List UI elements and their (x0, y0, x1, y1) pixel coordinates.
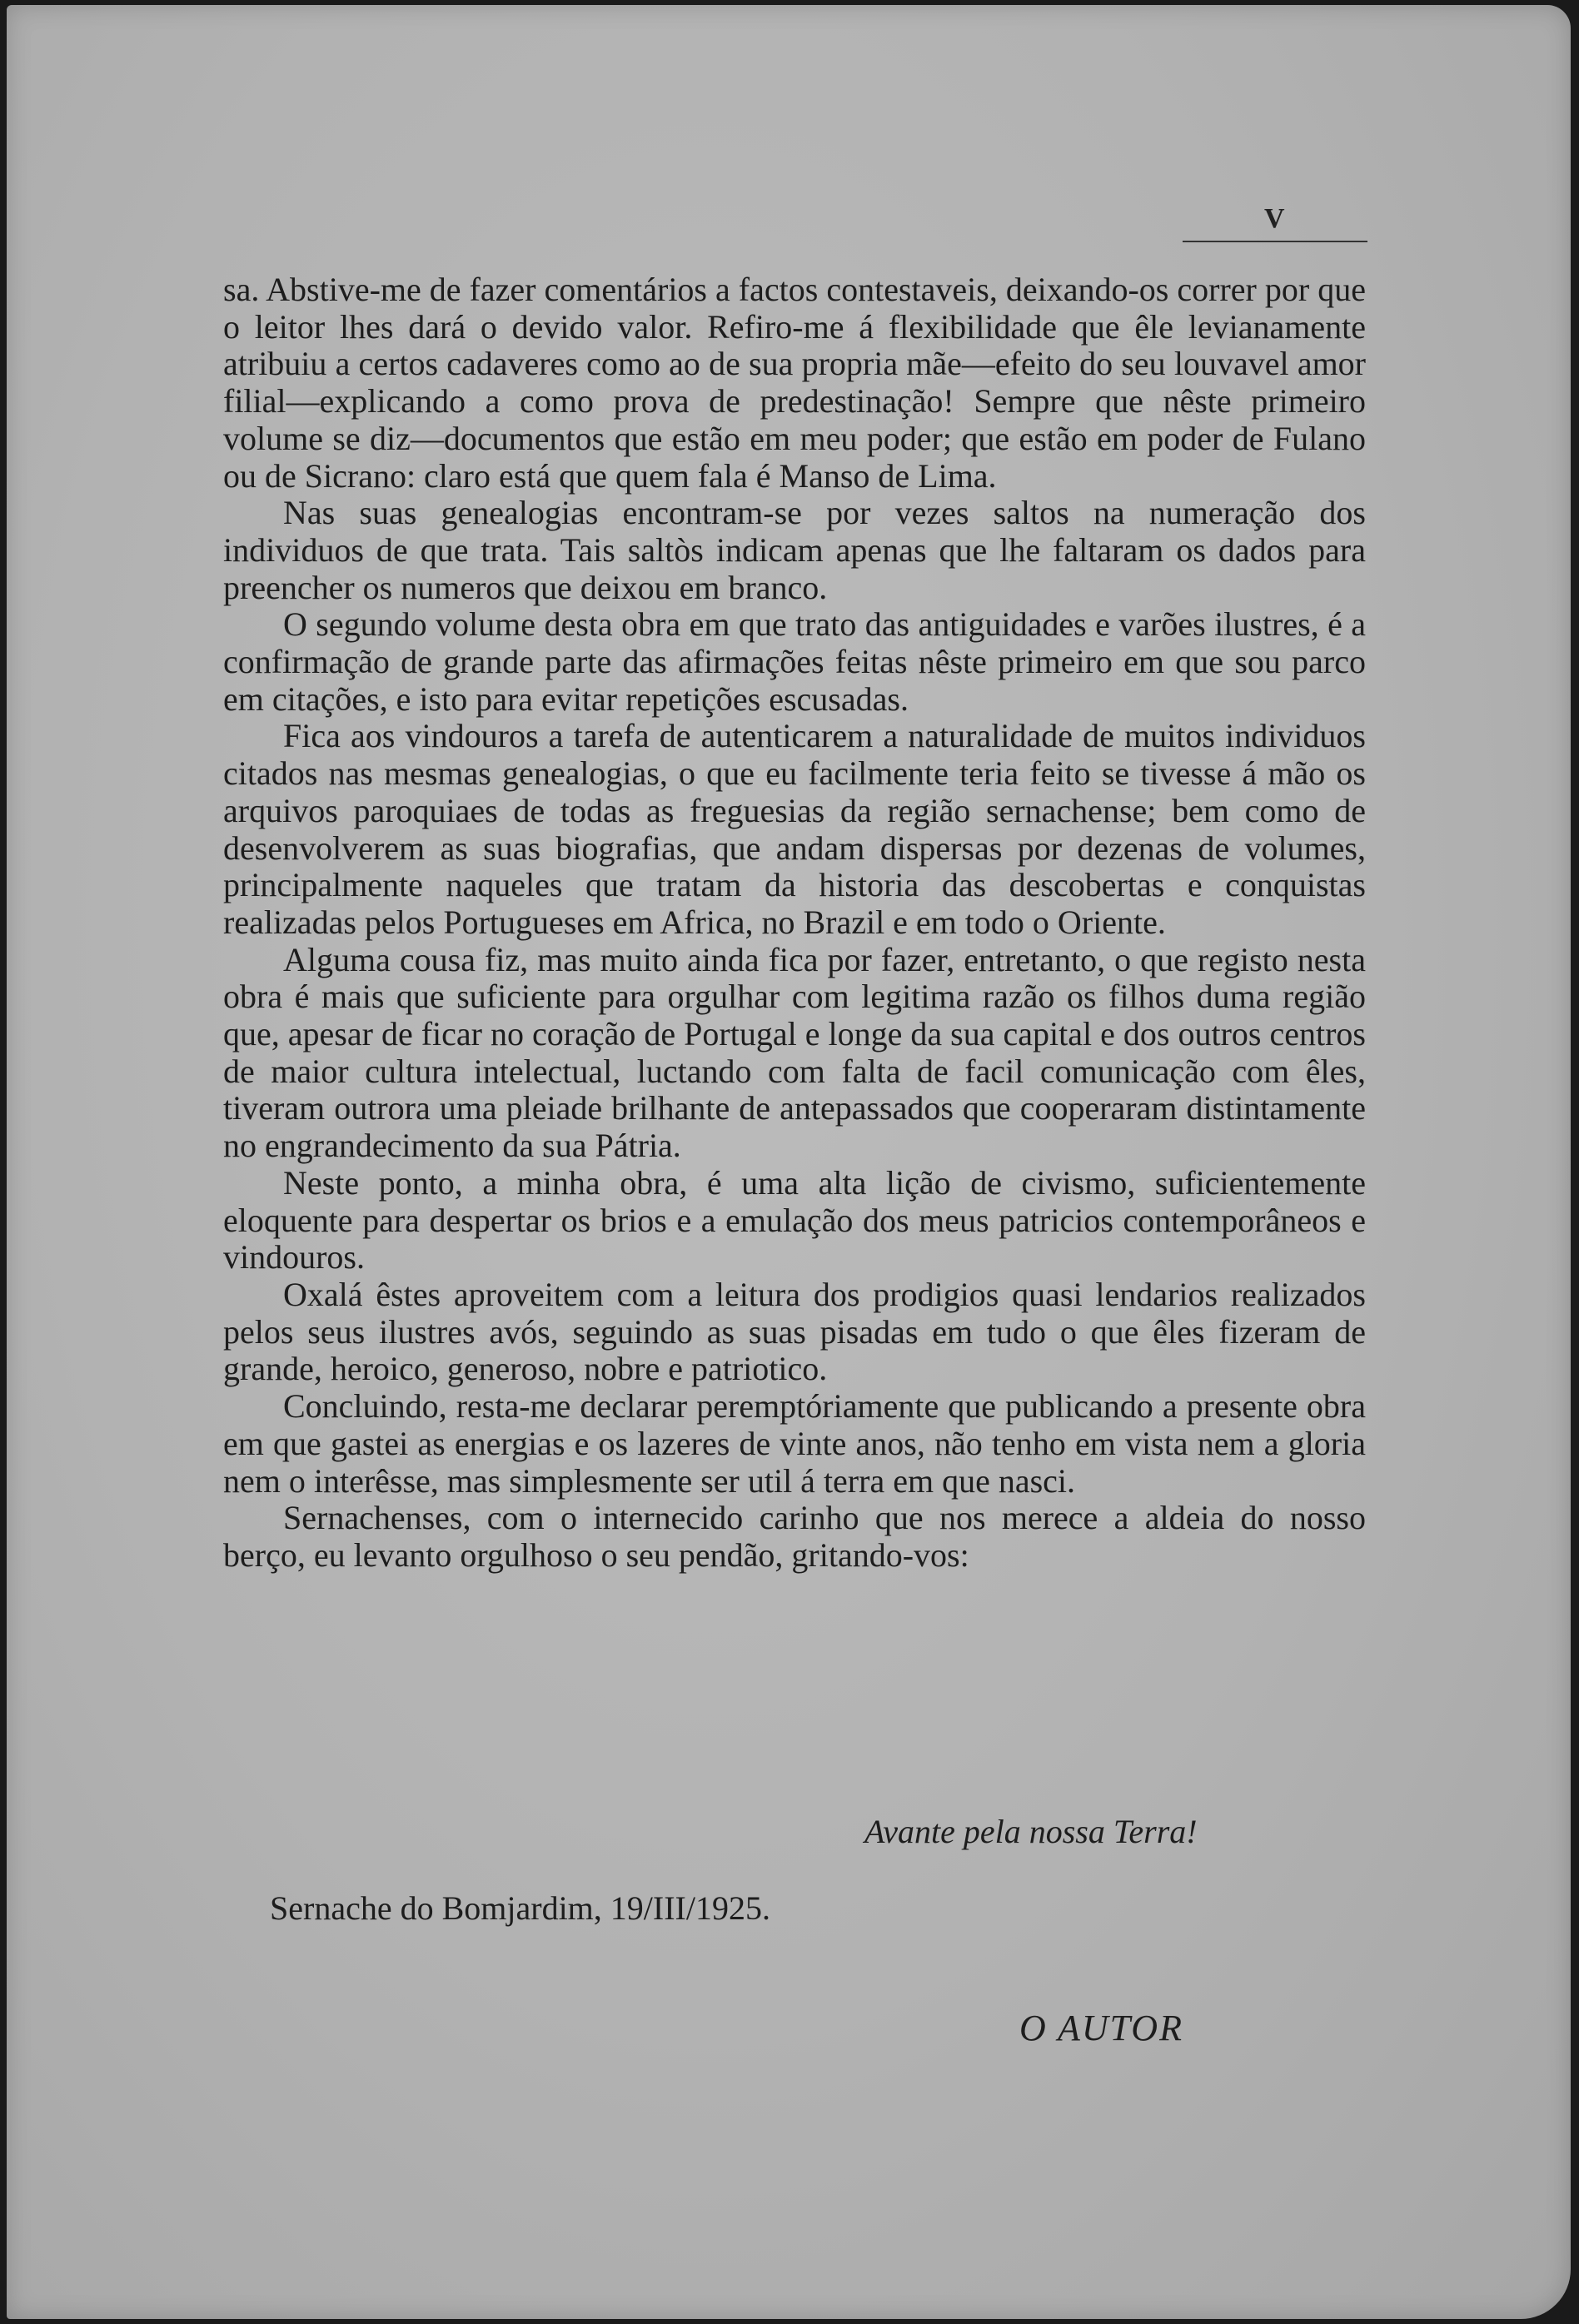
paragraph: Neste ponto, a minha obra, é uma alta lição de civismo, suficientemente eloquente para despertar os brios e a emulação dos meus patricios contemporâneos e vindouros. (223, 1163, 1366, 1276)
body-text (223, 271, 1366, 1575)
closing-exclamation: Avante pela nossa Terra! (864, 1813, 1198, 1850)
place-date: Sernache do Bomjardim, 19/III/1925. (270, 1889, 770, 1927)
paragraph: Concluindo, resta-me declarar peremptóriamente que publicando a presente obra em que gastei as energias e os lazeres de vinte anos, não tenho em vista nem a gloria nem o interêsse, mas simplesmente ser util á terra em que nasci. (223, 1387, 1366, 1500)
paragraph: Alguma cousa fiz, mas muito ainda fica por fazer, entretanto, o que registo nesta obra é mais que suficiente para orgulhar com legitima razão os filhos duma região que, apesar de ficar no coração de Portugal e longe da sua capital e dos outros centros de maior cultura intelectual, luctando com falta de facil comunicação com êles, tiveram outrora uma pleiade brilhante de antepassados que cooperaram distintamente no engrandecimento da sua Pátria. (223, 940, 1366, 1165)
paragraph: Fica aos vindouros a tarefa de autenticarem a naturalidade de muitos individuos citados nas mesmas genealogias, o que eu facilmente teria feito se tivesse á mão os arquivos paroquiaes de todas as freguesias da região sernachense; bem como de desenvolverem as suas biografias, que andam dispersas por dezenas de volumes, principalmente naqueles que tratam da historia das descobertas e conquistas realizadas pelos Portugueses em Africa, no Brazil e em todo o Oriente. (223, 717, 1366, 941)
header-rule (1183, 241, 1367, 242)
paragraph: Oxalá êstes aproveitem com a leitura dos prodigios quasi lendarios realizados pelos seus ilustres avós, seguindo as suas pisadas em tudo o que êles fizeram de grande, heroico, generoso, nobre e patriotico. (223, 1275, 1366, 1388)
author-signature: O AUTOR (1019, 2008, 1183, 2048)
paragraph: Nas suas genealogias encontram-se por vezes saltos na numeração dos individuos de que trata. Tais saltòs indicam apenas que lhe faltaram os dados para preencher os numeros que deixou em branco. (223, 494, 1366, 606)
document-page (7, 5, 1571, 2319)
paragraph: O segundo volume desta obra em que trato das antiguidades e varões ilustres, é a confirmação de grande parte das afirmações feitas nêste primeiro em que sou parco em citações, e isto para evitar repetições escusadas. (223, 605, 1366, 718)
paragraph: sa. Abstive-me de fazer comentários a factos contestaveis, deixando-os correr por que o leitor lhes dará o devido valor. Refiro-me á flexibilidade que êle levianamente atribuiu a certos cadaveres como ao de sua propria mãe—efeito do seu louvavel amor filial—explicando a como prova de predestinação! Sempre que nêste primeiro volume se diz—documentos que estão em meu poder; que estão em poder de Fulano ou de Sicrano: claro está que quem fala é Manso de Lima. (223, 271, 1366, 495)
paragraph: Sernachenses, com o internecido carinho que nos merece a aldeia do nosso berço, eu levanto orgulhoso o seu pendão, gritando-vos: (223, 1499, 1366, 1574)
page-number: V (1264, 203, 1285, 234)
